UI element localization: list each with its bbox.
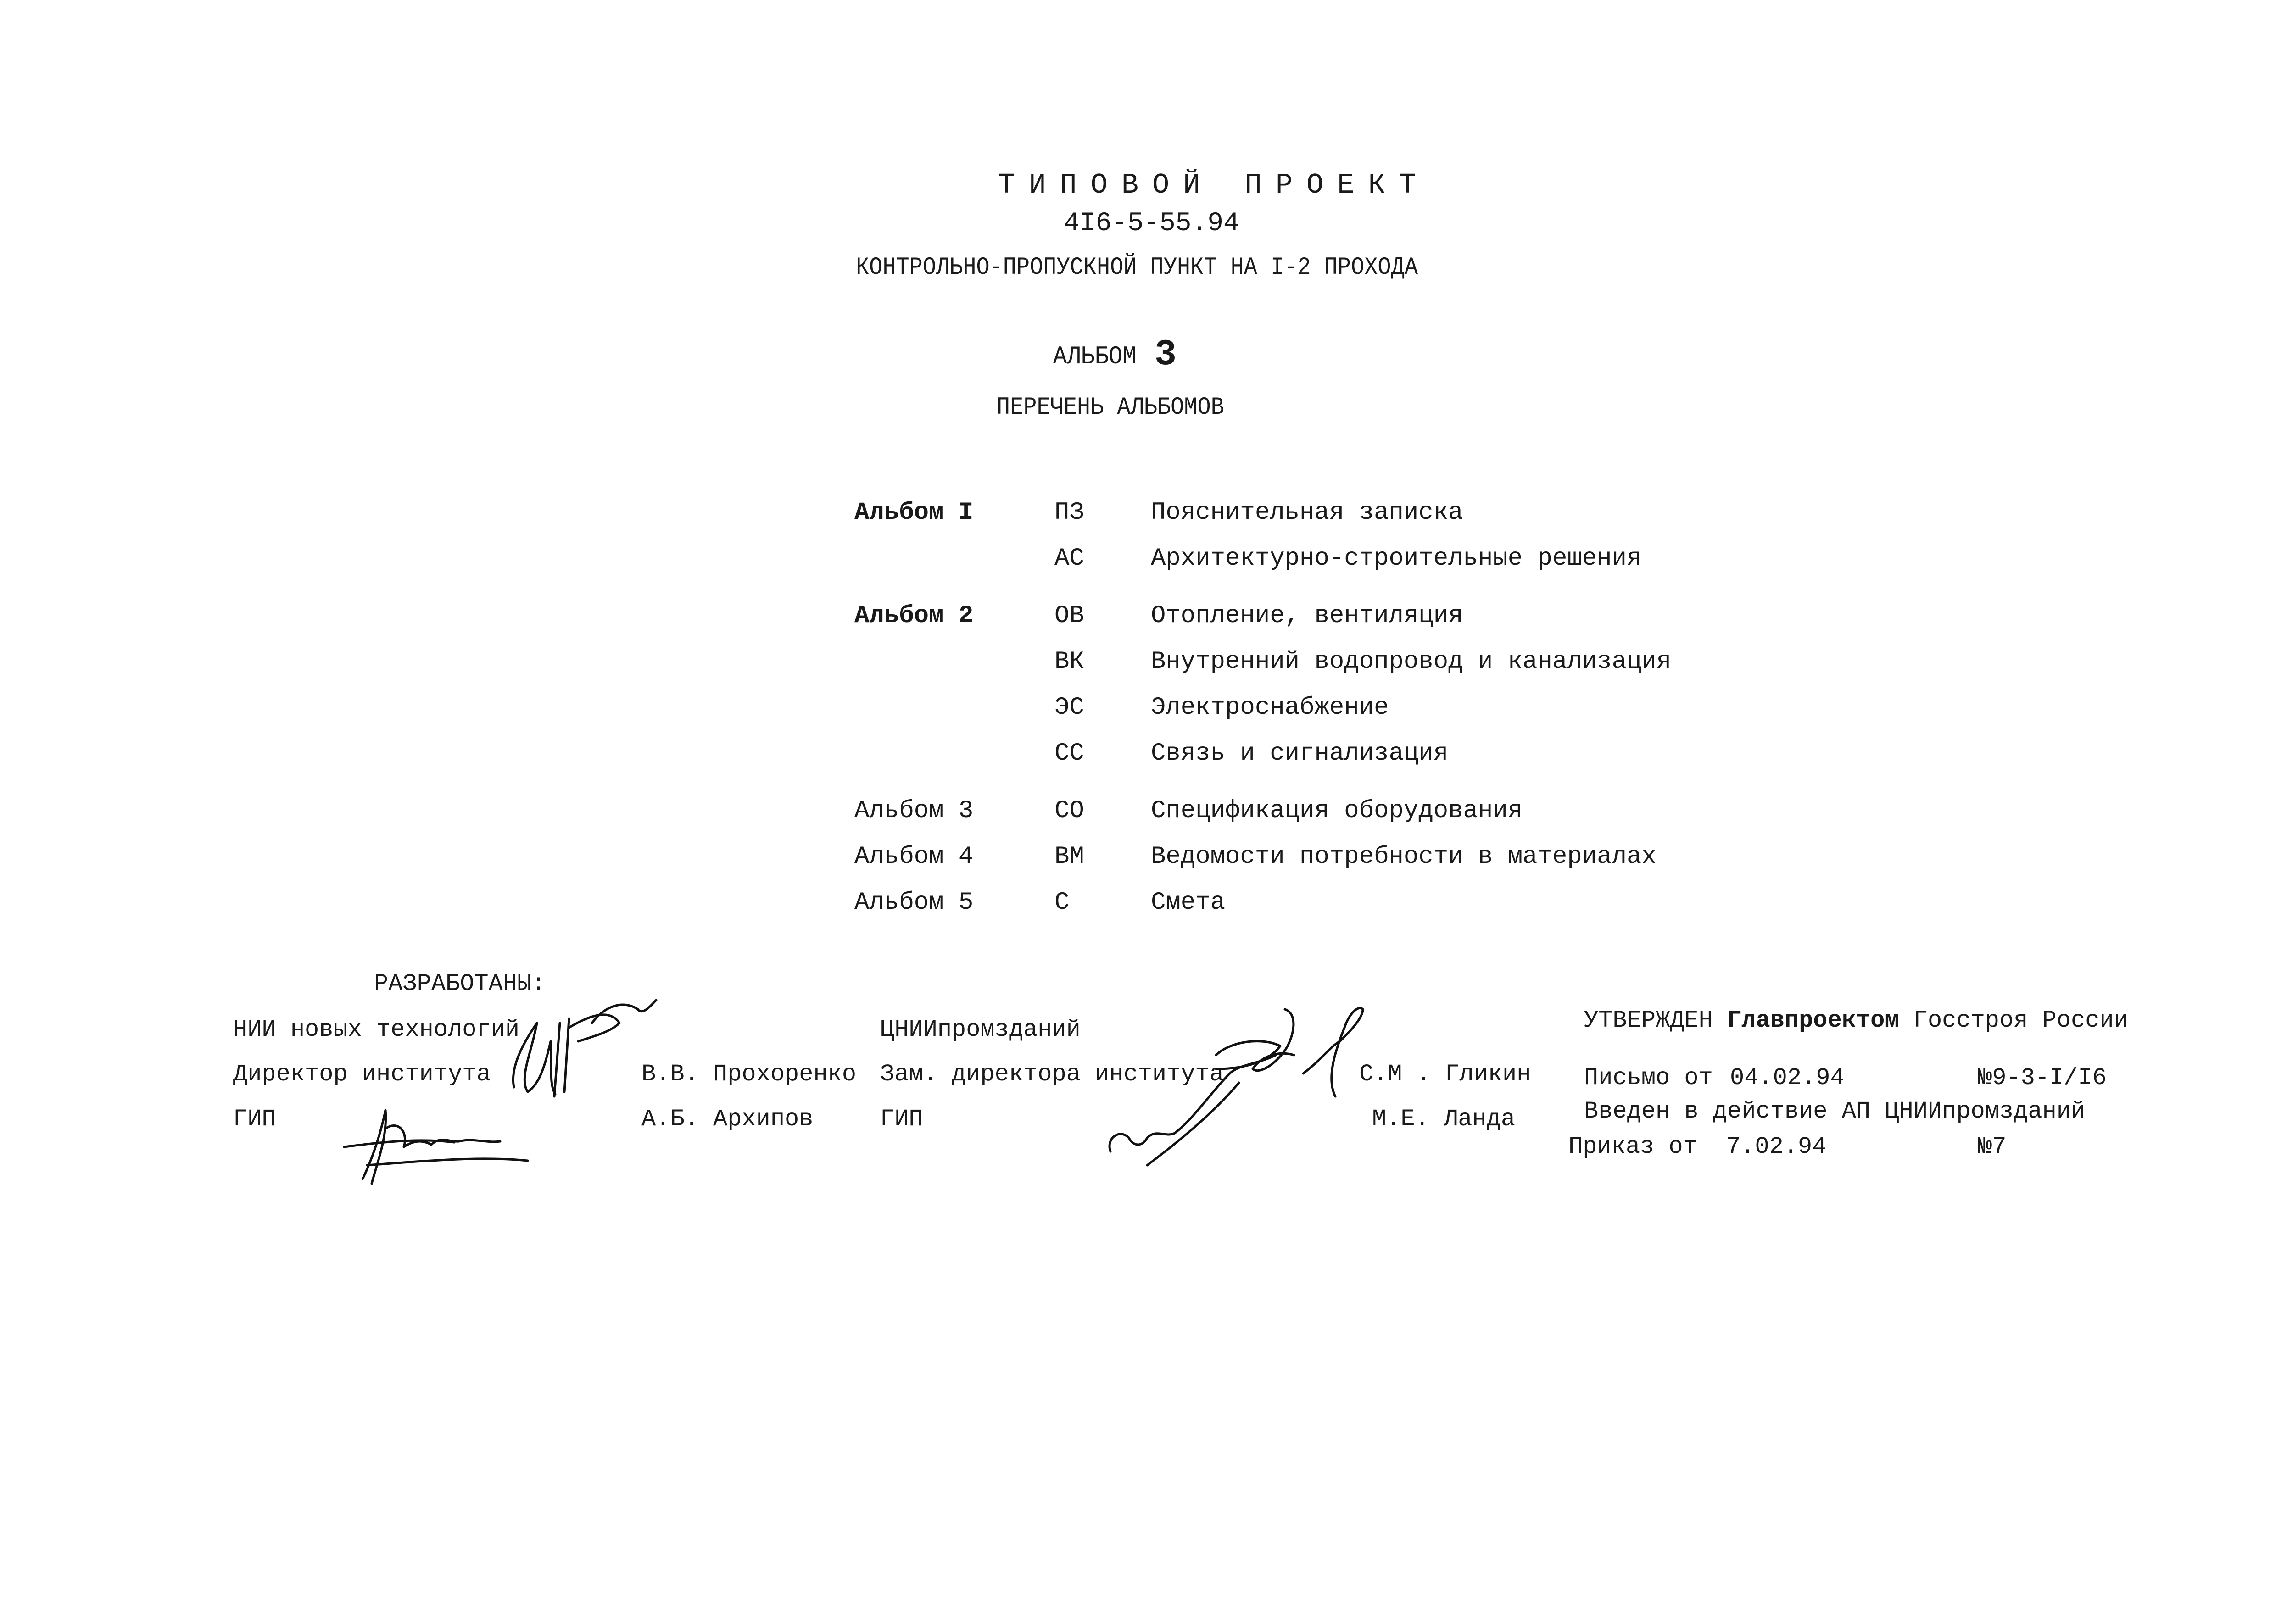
org-nii-new-tech: НИИ новых технологий	[233, 1016, 520, 1043]
album-name: Альбом 2	[854, 602, 974, 630]
approved-line	[1584, 1007, 2128, 1034]
section-description: Спецификация оборудования	[1151, 797, 1523, 825]
section-description: Связь и сигнализация	[1151, 740, 1449, 768]
director1-name: В.В. Прохоренко	[641, 1061, 857, 1088]
section-code: ВМ	[1054, 843, 1084, 871]
section-code: С	[1054, 889, 1070, 917]
gip1-title: ГИП	[233, 1106, 276, 1133]
director2-name: С.М . Гликин	[1359, 1061, 1531, 1088]
project-code: 4I6-5-55.94	[1064, 209, 1239, 239]
director1-title: Директор института	[233, 1061, 491, 1088]
album-name: Альбом 5	[854, 889, 974, 917]
approved-org: Госстроя России	[1913, 1007, 2128, 1034]
document-title: ТИПОВОЙ ПРОЕКТ	[998, 169, 1430, 201]
gip1-name: А.Б. Архипов	[641, 1106, 814, 1133]
letter-number: №9-3-I/I6	[1978, 1064, 2107, 1091]
order-date: 7.02.94	[1726, 1133, 1827, 1160]
introduced-line: Введен в действие АП ЦНИИпромзданий	[1584, 1098, 2086, 1125]
section-description: Архитектурно-строительные решения	[1151, 545, 1642, 573]
letter-label: Письмо от	[1584, 1064, 1713, 1091]
album-list-title: ПЕРЕЧЕНЬ АЛЬБОМОВ	[997, 394, 1224, 422]
section-code: ВК	[1054, 648, 1084, 676]
album-label: АЛЬБОМ	[1053, 342, 1137, 371]
section-description: Отопление, вентиляция	[1151, 602, 1463, 630]
order-number: №7	[1978, 1133, 2007, 1160]
approved-by: Главпроектом	[1727, 1007, 1899, 1034]
section-code: ЭС	[1054, 694, 1084, 722]
section-description: Смета	[1151, 889, 1226, 917]
project-name: КОНТРОЛЬНО-ПРОПУСКНОЙ ПУНКТ НА I-2 ПРОХОДА	[856, 254, 1418, 282]
developed-label: РАЗРАБОТАНЫ:	[374, 970, 546, 997]
gip2-title: ГИП	[880, 1106, 923, 1133]
order-label: Приказ от	[1568, 1133, 1697, 1160]
section-code: СС	[1054, 740, 1084, 768]
section-code: ПЗ	[1054, 499, 1084, 527]
section-description: Пояснительная записка	[1151, 499, 1463, 527]
gip2-name: М.Е. Ланда	[1372, 1106, 1516, 1133]
section-code: АС	[1054, 545, 1084, 573]
album-name: Альбом 3	[854, 797, 974, 825]
section-code: СО	[1054, 797, 1084, 825]
signature-director2	[1065, 1000, 1413, 1170]
album-number: 3	[1155, 334, 1177, 376]
section-description: Электроснабжение	[1151, 694, 1389, 722]
album-name: Альбом I	[854, 499, 974, 527]
org-tsniipromzdaniy: ЦНИИпромзданий	[880, 1016, 1081, 1043]
letter-date: 04.02.94	[1730, 1064, 1845, 1091]
director2-title: Зам. директора института	[880, 1061, 1224, 1088]
approved-prefix: УТВЕРЖДЕН	[1584, 1007, 1713, 1034]
section-description: Ведомости потребности в материалах	[1151, 843, 1657, 871]
signature-gip1	[335, 1092, 541, 1188]
album-name: Альбом 4	[854, 843, 974, 871]
section-code: ОВ	[1054, 602, 1084, 630]
section-description: Внутренний водопровод и канализация	[1151, 648, 1672, 676]
